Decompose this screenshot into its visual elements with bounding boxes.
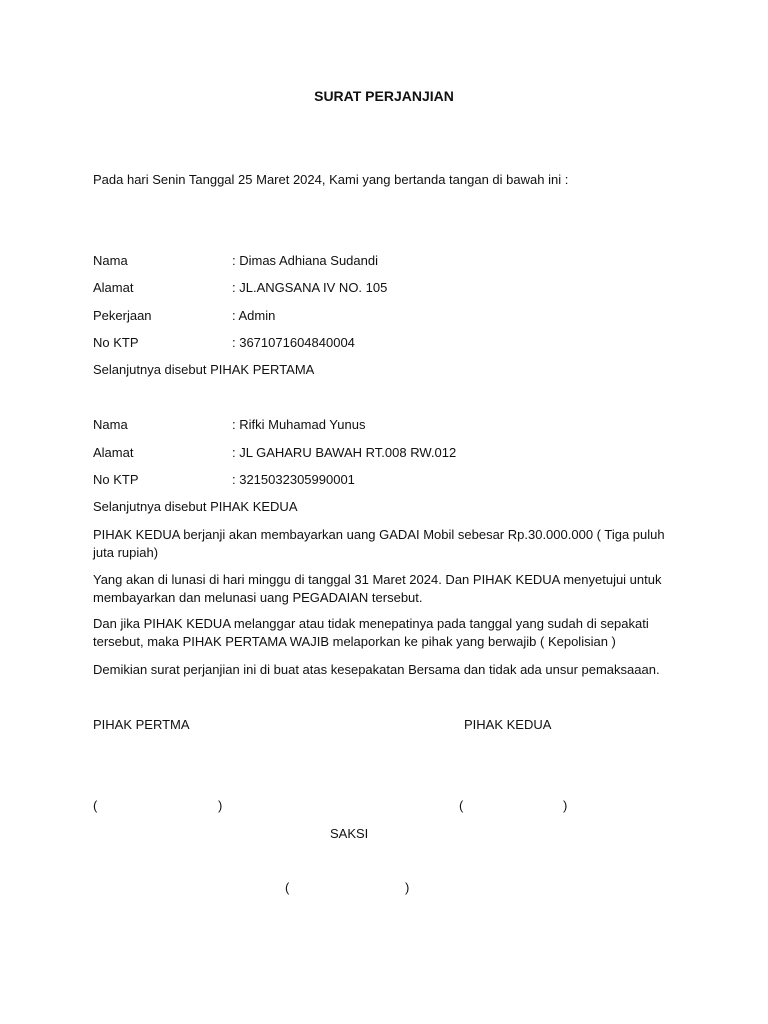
party2-designation: Selanjutnya disebut PIHAK KEDUA [93,499,298,514]
party1-address-label: Alamat [93,280,134,295]
agreement-paragraph-due-date: Yang akan di lunasi di hari minggu di tanggal 31 Maret 2024. Dan PIHAK KEDUA menyetujui untuk membayarkan dan melunasi uang PEGADAIAN tersebut. [93,572,662,605]
document-title: SURAT PERJANJIAN [314,88,454,104]
intro-text: Pada hari Senin Tanggal 25 Maret 2024, Kami yang bertanda tangan di bawah ini : [93,172,569,187]
party2-address-value: : JL GAHARU BAWAH RT.008 RW.012 [232,445,457,460]
party1-designation: Selanjutnya disebut PIHAK PERTAMA [93,362,315,377]
party1-name-value: : Dimas Adhiana Sudandi [232,253,378,268]
signature-label-party2: PIHAK KEDUA [464,717,552,732]
witness-label: SAKSI [330,826,369,841]
signature-bracket-party2-open: ( [459,798,464,813]
party1-job-value: : Admin [232,308,276,323]
signature-bracket-witness-close: ) [405,880,410,895]
agreement-paragraph-breach: Dan jika PIHAK KEDUA melanggar atau tidak menepatinya pada tanggal yang sudah di sepakati tersebut, maka PIHAK PERTAMA WAJIB melaporkan ke pihak yang berwajib ( Kepolisian ) [93,616,649,649]
signature-bracket-witness-open: ( [285,880,290,895]
party1-address-value: : JL.ANGSANA IV NO. 105 [232,280,388,295]
party2-ktp-value: : 3215032305990001 [232,472,355,487]
signature-bracket-party1-close: ) [218,798,223,813]
party2-name-label: Nama [93,417,128,432]
signature-label-party1: PIHAK PERTMA [93,717,190,732]
party2-name-value: : Rifki Muhamad Yunus [232,417,366,432]
party1-job-label: Pekerjaan [93,308,152,323]
signature-bracket-party1-open: ( [93,798,98,813]
party1-ktp-value: : 3671071604840004 [232,335,355,350]
party2-ktp-label: No KTP [93,472,139,487]
agreement-paragraph-closing: Demikian surat perjanjian ini di buat atas kesepakatan Bersama dan tidak ada unsur pemaksaaan. [93,662,660,677]
signature-bracket-party2-close: ) [563,798,568,813]
party2-address-label: Alamat [93,445,134,460]
agreement-paragraph-payment: PIHAK KEDUA berjanji akan membayarkan uang GADAI Mobil sebesar Rp.30.000.000 ( Tiga puluh juta rupiah) [93,527,665,560]
party1-ktp-label: No KTP [93,335,139,350]
party1-name-label: Nama [93,253,128,268]
